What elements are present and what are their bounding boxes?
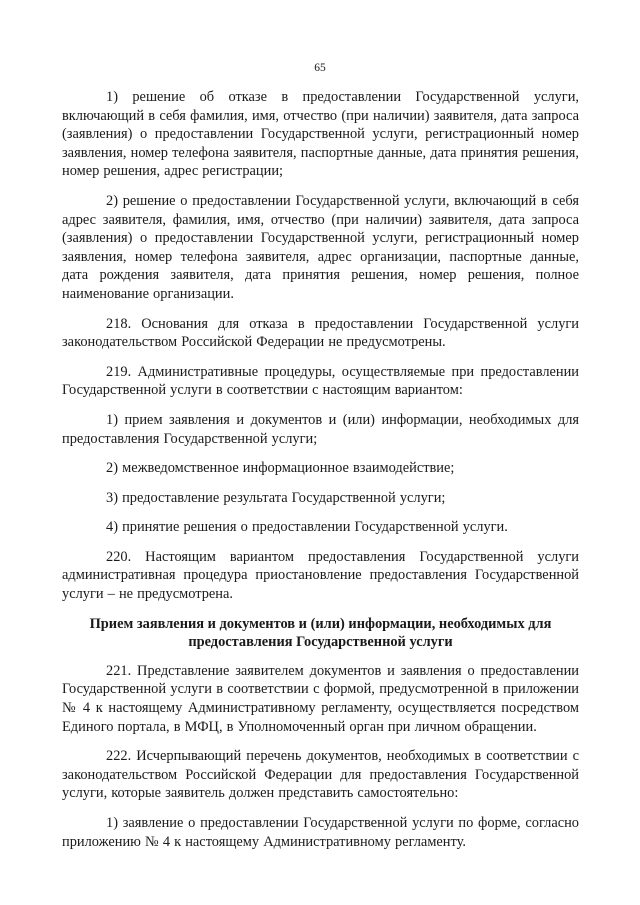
section-heading: Прием заявления и документов и (или) информации, необходимых для предоставления Государственной услуги — [89, 615, 552, 651]
paragraph-218: 218. Основания для отказа в предоставлении Государственной услуги законодательством Российской Федерации не предусмотрены. — [62, 315, 579, 351]
list-item-procedure-3: 3) предоставление результата Государственной услуги; — [106, 489, 446, 506]
paragraph-grant-decision: 2) решение о предоставлении Государственной услуги, включающий в себя адрес заявителя, фамилия, имя, отчество (при наличии) заявителя, дата запроса (заявления) о предоставлении Государственной услуги, регистрационный номер заявления, номер телефона заявителя, адрес организации, паспортные данные, дата рождения заявителя, дата принятия решения, номер решения, полное наименование организации. — [62, 192, 579, 302]
document-body — [62, 88, 579, 862]
paragraph-219: 219. Административные процедуры, осуществляемые при предоставлении Государственной услуги в соответствии с настоящим вариантом: — [62, 363, 579, 399]
list-item-procedure-1: 1) прием заявления и документов и (или) информации, необходимых для предоставления Государственной услуги; — [62, 411, 579, 447]
paragraph-220: 220. Настоящим вариантом предоставления Государственной услуги административная процедура приостановление предоставления Государственной услуги – не предусмотрена. — [62, 548, 579, 603]
paragraph-222: 222. Исчерпывающий перечень документов, необходимых в соответствии с законодательством Российской Федерации для предоставления Государственной услуги, которые заявитель должен представить самостоятельно: — [62, 748, 579, 802]
list-item-procedure-4: 4) принятие решения о предоставлении Государственной услуги. — [106, 519, 508, 536]
list-item-procedure-2: 2) межведомственное информационное взаимодействие; — [106, 460, 455, 477]
paragraph-refusal-decision: 1) решение об отказе в предоставлении Государственной услуги, включающий в себя фамилия, имя, отчество (при наличии) заявителя, дата запроса (заявления) о предоставлении Государственной услуги, регистрационный номер заявления, номер телефона заявителя, паспортные данные, дата принятия решения, номер решения, адрес регистрации; — [62, 89, 579, 180]
page-number: 65 — [314, 62, 326, 74]
list-item-application: 1) заявление о предоставлении Государственной услуги по форме, согласно приложению № 4 к настоящему Административному регламенту. — [62, 815, 579, 850]
paragraph-221: 221. Представление заявителем документов и заявления о предоставлении Государственной услуги в соответствии с формой, предусмотренной в приложении № 4 к настоящему Административному регламенту, осуществляется посредством Единого портала, в МФЦ, в Уполномоченный орган при личном обращении. — [62, 662, 579, 735]
